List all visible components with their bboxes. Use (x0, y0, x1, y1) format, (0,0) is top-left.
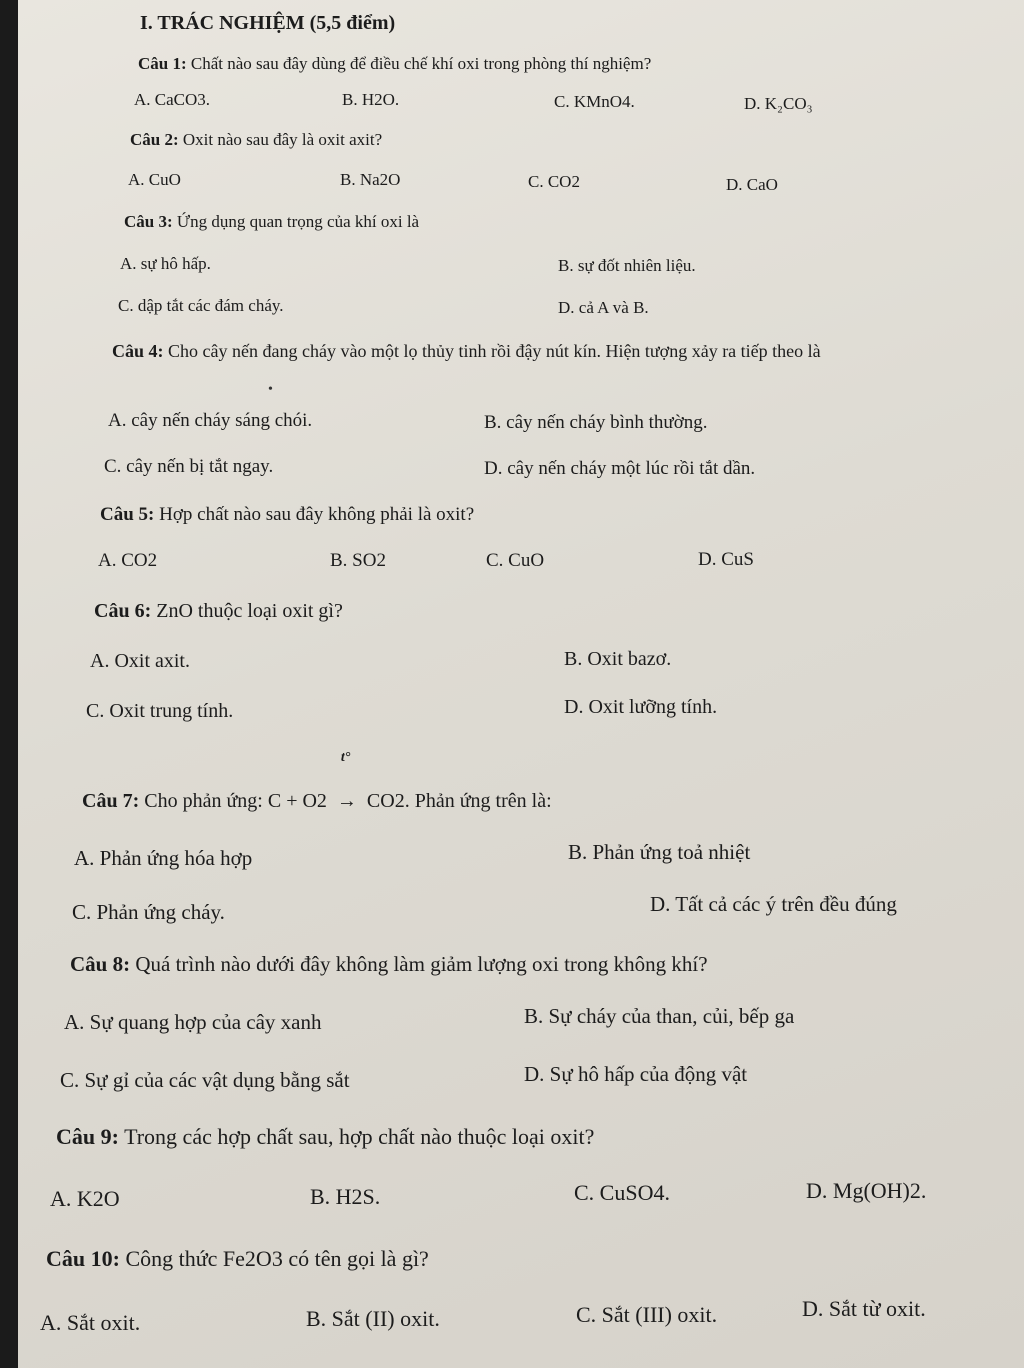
question-label: Câu 8: (70, 952, 131, 976)
q1-option-c: C. KMnO4. (554, 92, 635, 111)
question-text: Cho cây nến đang cháy vào một lọ thủy tinh rồi đậy nút kín. Hiện tượng xảy ra tiếp theo là (168, 341, 821, 361)
reaction-arrow (327, 750, 367, 813)
question-5 (100, 504, 474, 526)
question-label: Câu 6: (94, 600, 152, 622)
q2-option-b: B. Na2O (340, 170, 401, 189)
question-label: Câu 2: (130, 130, 179, 149)
q5-option-b: B. SO2 (330, 550, 386, 571)
question-7 (82, 750, 552, 813)
question-9 (56, 1124, 594, 1150)
q9-option-b: B. H2S. (310, 1184, 381, 1209)
q10-option-b: B. Sắt (II) oxit. (306, 1306, 440, 1331)
question-text: Ứng dụng quan trọng của khí oxi là (176, 212, 420, 231)
question-2 (130, 130, 382, 150)
q6-option-b: B. Oxit bazơ. (564, 648, 672, 670)
question-text: ZnO thuộc loại oxit gì? (156, 600, 343, 622)
question-6 (94, 600, 343, 623)
question-3 (124, 212, 419, 232)
q8-option-c: C. Sự gỉ của các vật dụng bằng sắt (60, 1068, 350, 1092)
exam-page (18, 0, 1024, 1368)
q7-option-a: A. Phản ứng hóa hợp (74, 846, 253, 870)
q7-option-c: C. Phản ứng cháy. (72, 900, 225, 924)
q5-option-d: D. CuS (698, 549, 754, 570)
section-title: I. TRÁC NGHIỆM (5,5 điểm) (140, 12, 396, 34)
q2-option-d: D. CaO (726, 175, 778, 194)
question-10 (46, 1246, 429, 1272)
q2-option-c: C. CO2 (528, 172, 580, 191)
q10-option-a: A. Sắt oxit. (40, 1310, 141, 1335)
q5-option-c: C. CuO (486, 550, 545, 571)
question-label: Câu 3: (124, 212, 173, 231)
question-label: Câu 7: (82, 790, 140, 812)
question-text: Công thức Fe2O3 có tên gọi là gì? (125, 1246, 429, 1271)
q4-option-a: A. cây nến cháy sáng chói. (108, 410, 313, 431)
question-label: Câu 4: (112, 341, 164, 361)
question-8 (70, 952, 708, 977)
q9-option-c: C. CuSO4. (574, 1180, 670, 1205)
q6-option-d: D. Oxit lưỡng tính. (564, 696, 718, 718)
q2-option-a: A. CuO (128, 170, 181, 189)
question-4 (112, 340, 972, 363)
q5-option-a: A. CO2 (98, 550, 158, 571)
q7-option-d: D. Tất cả các ý trên đều đúng (650, 892, 897, 916)
question-text: Chất nào sau đây dùng để điều chế khí oxi trong phòng thí nghiệm? (190, 54, 652, 73)
question-text: Hợp chất nào sau đây không phải là oxit? (159, 504, 475, 525)
q4-option-b: B. cây nến cháy bình thường. (484, 412, 708, 433)
q8-option-a: A. Sự quang hợp của cây xanh (64, 1010, 322, 1034)
q10-option-c: C. Sắt (III) oxit. (576, 1302, 718, 1327)
q3-option-a: A. sự hô hấp. (120, 254, 211, 273)
arrow-icon: → (336, 790, 357, 812)
question-text: Quá trình nào dưới đây không làm giảm lượng oxi trong không khí? (135, 952, 708, 976)
arrow-condition: t° (340, 750, 351, 765)
question-text-before: Cho phản ứng: C + O2 (144, 790, 327, 812)
q4-option-d: D. cây nến cháy một lúc rồi tắt dần. (484, 458, 756, 479)
q9-option-d: D. Mg(OH)2. (806, 1178, 927, 1203)
q3-option-d: D. cả A và B. (558, 298, 649, 317)
question-label: Câu 9: (56, 1124, 119, 1149)
question-label: Câu 1: (138, 54, 187, 73)
question-label: Câu 10: (46, 1246, 120, 1271)
q8-option-d: D. Sự hô hấp của động vật (524, 1062, 748, 1086)
q9-option-a: A. K2O (50, 1186, 120, 1211)
q3-option-b: B. sự đốt nhiên liệu. (558, 256, 696, 275)
question-text: Trong các hợp chất sau, hợp chất nào thuộc loại oxit? (124, 1124, 595, 1149)
q6-option-c: C. Oxit trung tính. (86, 700, 234, 722)
q3-option-c: C. dập tắt các đám cháy. (118, 296, 284, 315)
q8-option-b: B. Sự cháy của than, củi, bếp ga (524, 1004, 795, 1028)
pen-mark: • (268, 382, 273, 397)
q6-option-a: A. Oxit axit. (90, 650, 190, 672)
q1-option-a: A. CaCO3. (134, 90, 211, 109)
question-1 (138, 54, 651, 74)
q10-option-d: D. Sắt từ oxit. (802, 1296, 926, 1321)
q7-option-b: B. Phản ứng toả nhiệt (568, 840, 751, 864)
q4-option-c: C. cây nến bị tắt ngay. (104, 456, 274, 477)
question-text-after: CO2. Phản ứng trên là: (366, 790, 552, 812)
q1-option-d: D. K₂CO₃ (744, 94, 813, 113)
question-text: Oxit nào sau đây là oxit axit? (182, 130, 383, 149)
q1-option-b: B. H2O. (342, 90, 400, 109)
question-label: Câu 5: (100, 504, 155, 525)
